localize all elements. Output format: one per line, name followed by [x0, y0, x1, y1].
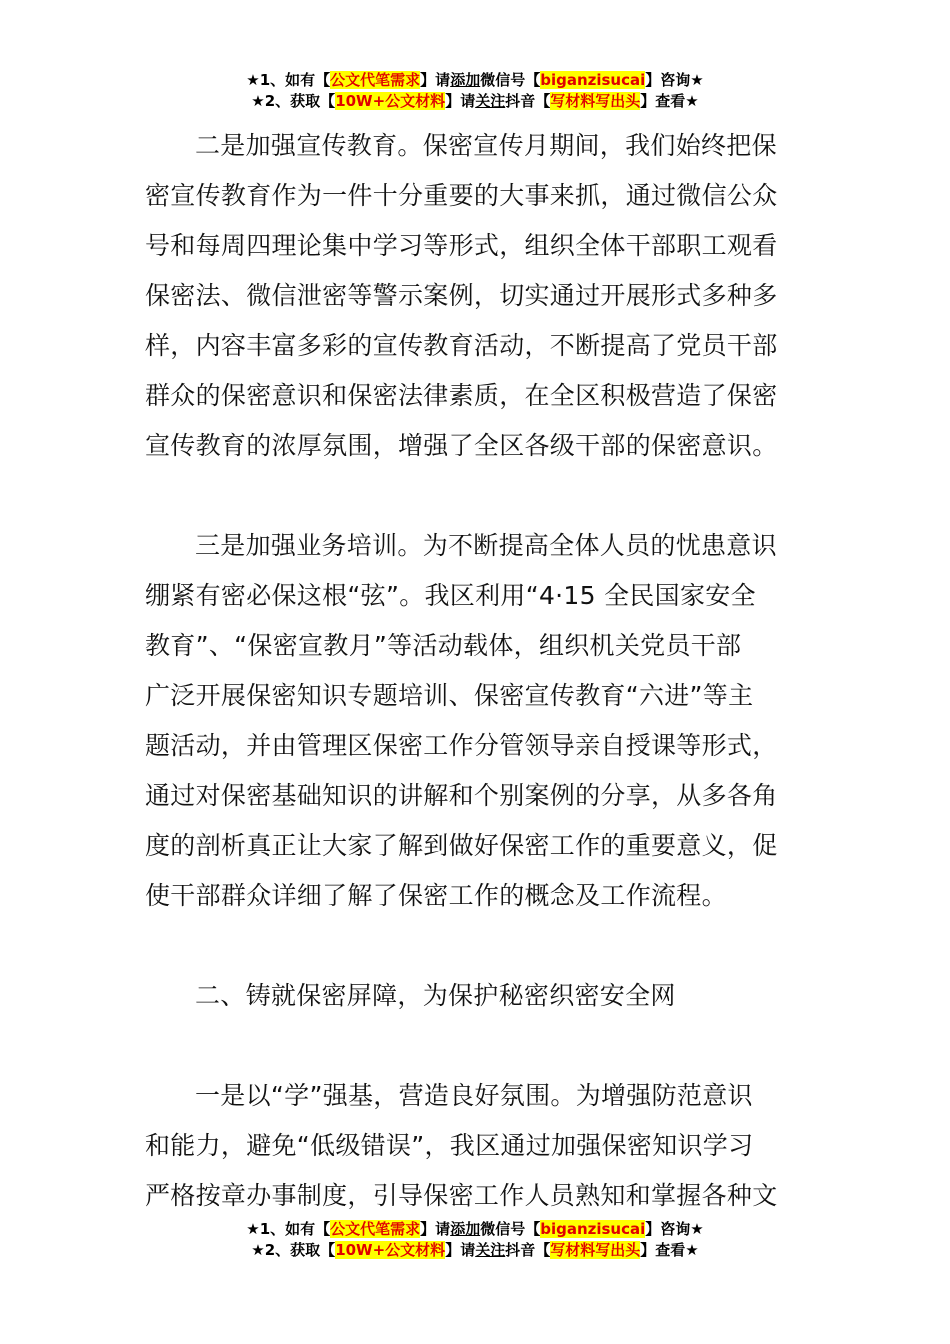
paragraph-study-foundation [145, 1071, 810, 1221]
text-line: 保密法、微信泄密等警示案例，切实通过开展形式多种多 [145, 281, 778, 310]
paragraph-publicity-education [145, 121, 810, 471]
footer-banner-line-1: ★1、如有【公文代笔需求】请添加微信号【biganzisucai】咨询★ [246, 1220, 704, 1238]
highlight-douyin: 写材料写出头 [550, 1241, 641, 1259]
text-line: 二是加强宣传教育。保密宣传月期间，我们始终把保 [195, 131, 777, 160]
text-line: 密宣传教育作为一件十分重要的大事来抓，通过微信公众 [145, 181, 778, 210]
text-line: 通过对保密基础知识的讲解和个别案例的分享，从多各角 [145, 781, 778, 810]
text-line: 广泛开展保密知识专题培训、保密宣传教育“六进”等主 [145, 681, 754, 710]
highlight-wechat-id: biganzisucai [540, 1220, 646, 1238]
text-line: 号和每周四理论集中学习等形式，组织全体干部职工观看 [145, 231, 778, 260]
paragraph-spacer [145, 471, 810, 521]
highlight-wechat-id: biganzisucai [540, 71, 646, 89]
text-line: 样，内容丰富多彩的宣传教育活动，不断提高了党员干部 [145, 331, 778, 360]
text-line: 和能力，避免“低级错误”，我区通过加强保密知识学习 [145, 1131, 754, 1160]
footer-banner [0, 1219, 950, 1261]
footer-banner-line-2: ★2、获取【10W+公文材料】请关注抖音【写材料写出头】查看★ [251, 1241, 699, 1259]
highlight-douyin: 写材料写出头 [550, 92, 641, 110]
text-line: 三是加强业务培训。为不断提高全体人员的忧患意识 [195, 531, 777, 560]
section-heading [145, 971, 810, 1021]
header-banner [0, 70, 950, 112]
document-body [145, 121, 810, 1221]
highlight-service: 公文代笔需求 [330, 71, 421, 89]
text-line: 绷紧有密必保这根“弦”。我区利用“4·15 全民国家安全 [145, 581, 756, 610]
text-line: 群众的保密意识和保密法律素质，在全区积极营造了保密 [145, 381, 778, 410]
header-banner-line-1: ★1、如有【公文代笔需求】请添加微信号【biganzisucai】咨询★ [246, 71, 704, 89]
paragraph-business-training [145, 521, 810, 921]
highlight-service: 公文代笔需求 [330, 1220, 421, 1238]
text-line: 度的剖析真正让大家了解到做好保密工作的重要意义，促 [145, 831, 778, 860]
paragraph-spacer [145, 1021, 810, 1071]
highlight-materials: 10W+公文材料 [335, 1241, 446, 1259]
text-line: 一是以“学”强基，营造良好氛围。为增强防范意识 [195, 1081, 753, 1110]
highlight-materials: 10W+公文材料 [335, 92, 446, 110]
header-banner-line-2: ★2、获取【10W+公文材料】请关注抖音【写材料写出头】查看★ [251, 92, 699, 110]
text-line: 使干部群众详细了解了保密工作的概念及工作流程。 [145, 881, 727, 910]
text-line: 教育”、“保密宣教月”等活动载体，组织机关党员干部 [145, 631, 742, 660]
text-line: 宣传教育的浓厚氛围，增强了全区各级干部的保密意识。 [145, 431, 778, 460]
text-line: 严格按章办事制度，引导保密工作人员熟知和掌握各种文 [145, 1181, 778, 1210]
paragraph-spacer [145, 921, 810, 971]
heading-text: 二、铸就保密屏障，为保护秘密织密安全网 [195, 981, 676, 1010]
text-line: 题活动，并由管理区保密工作分管领导亲自授课等形式， [145, 731, 778, 760]
